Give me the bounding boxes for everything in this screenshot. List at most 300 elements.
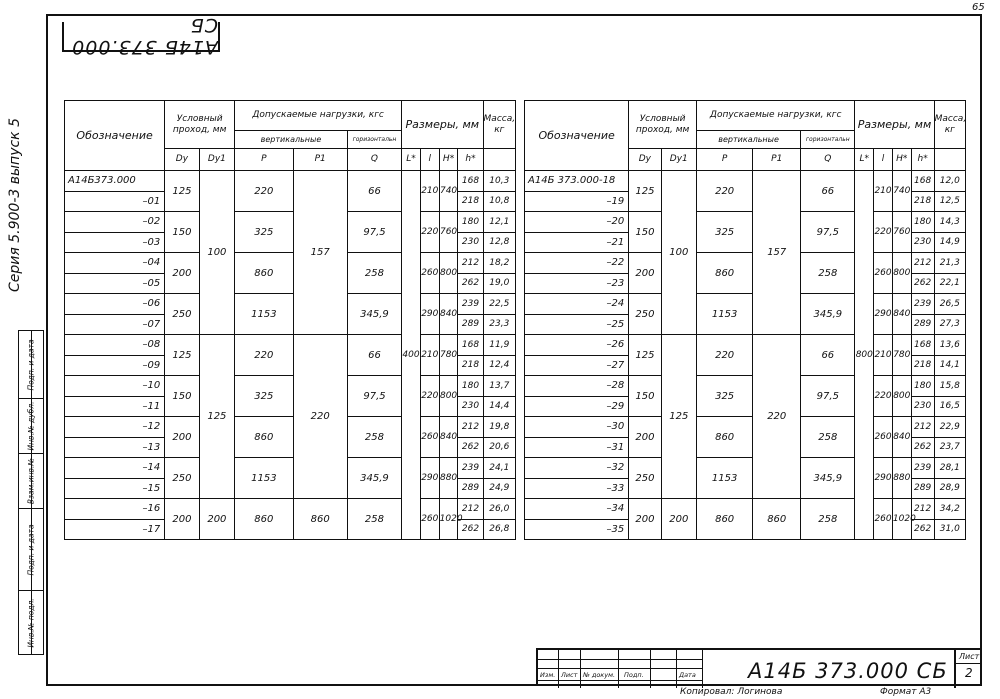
table-row: [65, 417, 516, 438]
tb-label-change: Изм.: [540, 671, 556, 679]
designation-cell: –20: [525, 212, 629, 233]
designation-cell: –32: [525, 458, 629, 479]
p-cell: 220: [696, 335, 752, 376]
p-cell: 860: [696, 499, 752, 540]
mass-cell: 26,8: [483, 519, 515, 540]
h-cell: 262: [911, 519, 934, 540]
designation-cell: –16: [65, 499, 165, 520]
header-nominal-pass: Условный проход, мм: [629, 101, 697, 149]
mass-cell: 22,9: [934, 417, 965, 438]
dy-cell: 125: [629, 171, 661, 212]
H-cell: 880: [439, 458, 458, 499]
sidebar-cell: [19, 591, 43, 654]
designation-cell: –24: [525, 294, 629, 315]
designation-cell: –12: [65, 417, 165, 438]
l-cell: 290: [420, 294, 439, 335]
h-cell: 262: [458, 519, 483, 540]
header-H: H*: [892, 149, 911, 171]
table-row: [525, 376, 966, 397]
l-cell: 220: [420, 212, 439, 253]
q-cell: 97,5: [801, 376, 855, 417]
H-cell: 800: [892, 376, 911, 417]
q-cell: 345,9: [801, 458, 855, 499]
mass-cell: 10,8: [483, 191, 515, 212]
l-cell: 210: [420, 335, 439, 376]
mass-cell: 31,0: [934, 519, 965, 540]
mass-cell: 24,1: [483, 458, 515, 479]
header-vertical: вертикальные: [696, 131, 800, 149]
table-row: [525, 212, 966, 233]
grid-line: [650, 650, 651, 688]
H-cell: 840: [892, 417, 911, 458]
h-cell: 262: [458, 273, 483, 294]
dy-cell: 150: [165, 376, 199, 417]
H-cell: 760: [892, 212, 911, 253]
h-cell: 218: [911, 191, 934, 212]
h-cell: 212: [911, 253, 934, 274]
H-cell: 740: [439, 171, 458, 212]
p-cell: 325: [696, 212, 752, 253]
h-cell: 218: [458, 355, 483, 376]
designation-cell: –27: [525, 355, 629, 376]
tb-label-sheet: Лист: [561, 671, 578, 679]
mass-cell: 18,2: [483, 253, 515, 274]
p-cell: 220: [235, 335, 293, 376]
sheet-label: Лист: [959, 652, 980, 661]
dy-cell: 200: [629, 499, 661, 540]
header-L: L*: [402, 149, 421, 171]
p-cell: 860: [696, 417, 752, 458]
p-cell: 325: [235, 376, 293, 417]
mass-cell: 22,1: [934, 273, 965, 294]
table-row: [525, 253, 966, 274]
mass-cell: 11,9: [483, 335, 515, 356]
title-block: [536, 648, 982, 686]
dy-cell: 250: [165, 458, 199, 499]
dy-cell: 200: [165, 253, 199, 294]
sidebar-label: Подп. и дата: [26, 523, 36, 576]
dy-cell: 125: [165, 171, 199, 212]
h-cell: 180: [458, 212, 483, 233]
mass-cell: 22,5: [483, 294, 515, 315]
header-loads: Допускаемые нагрузки, кгс: [235, 101, 402, 131]
mass-cell: 20,6: [483, 437, 515, 458]
H-cell: 800: [892, 253, 911, 294]
designation-cell: –04: [65, 253, 165, 274]
l-cell: 210: [874, 171, 893, 212]
mass-cell: 12,5: [934, 191, 965, 212]
p-cell: 860: [235, 499, 293, 540]
header-dy1: Dу1: [199, 149, 234, 171]
table-row: [65, 335, 516, 356]
header-dy1: Dу1: [661, 149, 696, 171]
l-cell: 260: [874, 417, 893, 458]
dy-cell: 250: [629, 294, 661, 335]
q-cell: 258: [347, 253, 401, 294]
q-cell: 66: [801, 171, 855, 212]
tb-label-docnum: № докум.: [583, 671, 616, 679]
dy-cell: 150: [629, 212, 661, 253]
l-cell: 260: [874, 499, 893, 540]
designation-cell: –08: [65, 335, 165, 356]
p-cell: 1153: [696, 294, 752, 335]
p1-cell: 860: [293, 499, 347, 540]
header-designation: Обозначение: [525, 101, 629, 171]
sidebar-cell: [19, 399, 43, 454]
title-block-grid: [538, 650, 702, 688]
designation-cell: А14Б 373.000-18: [525, 171, 629, 192]
designation-cell: А14Б373.000: [65, 171, 165, 192]
table-row: [65, 376, 516, 397]
table-row: [525, 417, 966, 438]
mass-cell: 14,9: [934, 232, 965, 253]
p-cell: 860: [235, 417, 293, 458]
h-cell: 289: [911, 478, 934, 499]
sidebar-label: Подп. и дата: [26, 338, 36, 391]
l-cell: 260: [420, 417, 439, 458]
l-cell: 220: [874, 212, 893, 253]
designation-cell: –06: [65, 294, 165, 315]
mass-cell: 12,1: [483, 212, 515, 233]
paper-format: Формат А3: [880, 687, 932, 697]
H-cell: 740: [892, 171, 911, 212]
mass-cell: 23,3: [483, 314, 515, 335]
dy-cell: 150: [165, 212, 199, 253]
table-row: [65, 253, 516, 274]
sidebar-label: Инв.№ дубл.: [26, 401, 36, 451]
designation-cell: –07: [65, 314, 165, 335]
header-vertical: вертикальные: [235, 131, 348, 149]
h-cell: 212: [458, 253, 483, 274]
top-stamp: [62, 14, 220, 58]
designation-cell: –13: [65, 437, 165, 458]
approval-sidebar: [18, 330, 44, 655]
p1-cell: 220: [753, 335, 801, 499]
dy-cell: 150: [629, 376, 661, 417]
l-cell: 220: [874, 376, 893, 417]
header-h: h*: [911, 149, 934, 171]
designation-cell: –33: [525, 478, 629, 499]
table-row: [525, 294, 966, 315]
grid-line: [558, 650, 559, 688]
p1-cell: 220: [293, 335, 347, 499]
h-cell: 212: [911, 499, 934, 520]
h-cell: 212: [458, 499, 483, 520]
dy1-cell: 125: [199, 335, 234, 499]
h-cell: 289: [458, 314, 483, 335]
h-cell: 168: [911, 171, 934, 192]
mass-cell: 19,8: [483, 417, 515, 438]
spec-table-right: [524, 100, 966, 540]
spec-table-left: [64, 100, 516, 540]
table-body-right: [525, 171, 966, 540]
mass-cell: 26,0: [483, 499, 515, 520]
header-l: l: [420, 149, 439, 171]
p-cell: 860: [696, 253, 752, 294]
h-cell: 218: [911, 355, 934, 376]
mass-cell: 28,9: [934, 478, 965, 499]
H-cell: 800: [439, 253, 458, 294]
dy-cell: 200: [165, 417, 199, 458]
grid-line: [618, 650, 619, 688]
p-cell: 1153: [235, 458, 293, 499]
series-label: [3, 90, 27, 320]
h-cell: 230: [911, 232, 934, 253]
grid-line: [676, 650, 677, 688]
p-cell: 325: [696, 376, 752, 417]
designation-cell: –28: [525, 376, 629, 397]
dy1-cell: 100: [199, 171, 234, 335]
page-number: 65: [972, 2, 985, 13]
l-cell: 290: [420, 458, 439, 499]
sidebar-cell: [19, 454, 43, 509]
mass-cell: 12,8: [483, 232, 515, 253]
header-l: l: [874, 149, 893, 171]
header-q: Q: [801, 149, 855, 171]
designation-cell: –21: [525, 232, 629, 253]
p-cell: 325: [235, 212, 293, 253]
designation-cell: –14: [65, 458, 165, 479]
header-p1: P1: [293, 149, 347, 171]
designation-cell: –02: [65, 212, 165, 233]
H-cell: 840: [439, 417, 458, 458]
header-mass-unit: [483, 149, 515, 171]
q-cell: 258: [347, 499, 401, 540]
grid-line: [956, 663, 982, 664]
sidebar-cell: [19, 331, 43, 399]
H-cell: 840: [892, 294, 911, 335]
h-cell: 168: [911, 335, 934, 356]
H-cell: 880: [892, 458, 911, 499]
H-cell: 800: [439, 376, 458, 417]
grid-line: [702, 650, 703, 688]
header-q: Q: [347, 149, 401, 171]
dy1-cell: 200: [199, 499, 234, 540]
header-mass-unit: [934, 149, 965, 171]
l-cell: 220: [420, 376, 439, 417]
series-label-text: Серия 5.900-3 выпуск 5: [7, 118, 23, 292]
header-dy: Dу: [629, 149, 661, 171]
h-cell: 168: [458, 335, 483, 356]
table-row: [65, 171, 516, 192]
q-cell: 345,9: [347, 458, 401, 499]
dy1-cell: 200: [661, 499, 696, 540]
h-cell: 230: [911, 396, 934, 417]
header-horizontal: горизонтальн: [347, 131, 401, 149]
h-cell: 168: [458, 171, 483, 192]
H-cell: 1020: [892, 499, 911, 540]
dy-cell: 125: [629, 335, 661, 376]
q-cell: 345,9: [801, 294, 855, 335]
l-cell: 210: [420, 171, 439, 212]
l-cell: 260: [874, 253, 893, 294]
h-cell: 239: [458, 458, 483, 479]
h-cell: 212: [911, 417, 934, 438]
h-cell: 289: [458, 478, 483, 499]
table-row: [65, 499, 516, 520]
q-cell: 258: [801, 417, 855, 458]
table-row: [525, 499, 966, 520]
p-cell: 860: [235, 253, 293, 294]
designation-cell: –17: [65, 519, 165, 540]
h-cell: 180: [911, 212, 934, 233]
p1-cell: 157: [753, 171, 801, 335]
q-cell: 258: [347, 417, 401, 458]
designation-cell: –10: [65, 376, 165, 397]
header-p: P: [235, 149, 293, 171]
q-cell: 97,5: [347, 212, 401, 253]
header-L: L*: [855, 149, 874, 171]
dy-cell: 200: [629, 417, 661, 458]
h-cell: 218: [458, 191, 483, 212]
sidebar-cell: [19, 509, 43, 591]
q-cell: 258: [801, 253, 855, 294]
designation-cell: –09: [65, 355, 165, 376]
p1-cell: 157: [293, 171, 347, 335]
q-cell: 97,5: [801, 212, 855, 253]
mass-cell: 34,2: [934, 499, 965, 520]
H-cell: 1020: [439, 499, 458, 540]
table-body-left: [65, 171, 516, 540]
mass-cell: 14,1: [934, 355, 965, 376]
mass-cell: 13,6: [934, 335, 965, 356]
mass-cell: 10,3: [483, 171, 515, 192]
table-row: [65, 212, 516, 233]
h-cell: 230: [458, 396, 483, 417]
h-cell: 262: [911, 437, 934, 458]
mass-cell: 27,3: [934, 314, 965, 335]
designation-cell: –23: [525, 273, 629, 294]
dy-cell: 200: [165, 499, 199, 540]
table-row: [65, 294, 516, 315]
grid-line: [538, 680, 702, 681]
h-cell: 239: [458, 294, 483, 315]
mass-cell: 13,7: [483, 376, 515, 397]
q-cell: 258: [801, 499, 855, 540]
designation-cell: –15: [65, 478, 165, 499]
sheet-box: [954, 650, 982, 688]
table-row: [525, 171, 966, 192]
H-cell: 780: [439, 335, 458, 376]
mass-cell: 26,5: [934, 294, 965, 315]
h-cell: 262: [458, 437, 483, 458]
q-cell: 97,5: [347, 376, 401, 417]
header-designation: Обозначение: [65, 101, 165, 171]
L-cell: 400: [402, 171, 421, 540]
mass-cell: 12,4: [483, 355, 515, 376]
designation-cell: –29: [525, 396, 629, 417]
top-stamp-text: А14Б 373.000 СБ: [71, 14, 218, 58]
h-cell: 230: [458, 232, 483, 253]
header-dy: Dу: [165, 149, 199, 171]
h-cell: 212: [458, 417, 483, 438]
h-cell: 180: [911, 376, 934, 397]
H-cell: 840: [439, 294, 458, 335]
h-cell: 180: [458, 376, 483, 397]
mass-cell: 14,4: [483, 396, 515, 417]
dy-cell: 125: [165, 335, 199, 376]
h-cell: 239: [911, 458, 934, 479]
l-cell: 260: [420, 253, 439, 294]
table-row: [525, 335, 966, 356]
mass-cell: 12,0: [934, 171, 965, 192]
grid-line: [538, 668, 702, 669]
dy1-cell: 100: [661, 171, 696, 335]
p-cell: 220: [696, 171, 752, 212]
header-h: h*: [458, 149, 483, 171]
h-cell: 289: [911, 314, 934, 335]
header-dims: Размеры, мм: [402, 101, 483, 149]
p-cell: 1153: [235, 294, 293, 335]
table-row: [65, 458, 516, 479]
p-cell: 1153: [696, 458, 752, 499]
sheet-number: 2: [965, 666, 973, 680]
grid-line: [538, 659, 702, 660]
h-cell: 262: [911, 273, 934, 294]
designation-cell: –22: [525, 253, 629, 274]
q-cell: 66: [801, 335, 855, 376]
designation-cell: –31: [525, 437, 629, 458]
sidebar-label: Инв.№ подл.: [26, 597, 36, 648]
designation-cell: –19: [525, 191, 629, 212]
mass-cell: 21,3: [934, 253, 965, 274]
header-horizontal: горизонтальн: [801, 131, 855, 149]
mass-cell: 23,7: [934, 437, 965, 458]
designation-cell: –05: [65, 273, 165, 294]
designation-cell: –11: [65, 396, 165, 417]
tb-label-date: Дата: [679, 671, 696, 679]
designation-cell: –03: [65, 232, 165, 253]
header-dims: Размеры, мм: [855, 101, 934, 149]
header-loads: Допускаемые нагрузки, кгс: [696, 101, 854, 131]
mass-cell: 24,9: [483, 478, 515, 499]
dy-cell: 250: [629, 458, 661, 499]
l-cell: 260: [420, 499, 439, 540]
copied-by: Копировал: Логинова: [680, 687, 783, 697]
table-row: [525, 458, 966, 479]
header-nominal-pass: Условный проход, мм: [165, 101, 235, 149]
mass-cell: 19,0: [483, 273, 515, 294]
designation-cell: –35: [525, 519, 629, 540]
designation-cell: –25: [525, 314, 629, 335]
L-cell: 800: [855, 171, 874, 540]
l-cell: 210: [874, 335, 893, 376]
H-cell: 760: [439, 212, 458, 253]
sidebar-label: Взам.инв.№: [26, 457, 36, 505]
tb-label-sign: Подп.: [624, 671, 644, 679]
header-p: P: [696, 149, 752, 171]
grid-line: [580, 650, 581, 688]
designation-cell: –26: [525, 335, 629, 356]
designation-cell: –34: [525, 499, 629, 520]
document-code: А14Б 373.000 СБ: [748, 659, 948, 683]
header-mass: Масса, кг: [483, 101, 515, 149]
l-cell: 290: [874, 294, 893, 335]
header-p1: P1: [753, 149, 801, 171]
mass-cell: 15,8: [934, 376, 965, 397]
q-cell: 66: [347, 171, 401, 212]
header-mass: Масса, кг: [934, 101, 965, 149]
dy-cell: 200: [629, 253, 661, 294]
l-cell: 290: [874, 458, 893, 499]
h-cell: 239: [911, 294, 934, 315]
p1-cell: 860: [753, 499, 801, 540]
mass-cell: 28,1: [934, 458, 965, 479]
H-cell: 780: [892, 335, 911, 376]
p-cell: 220: [235, 171, 293, 212]
q-cell: 66: [347, 335, 401, 376]
dy-cell: 250: [165, 294, 199, 335]
